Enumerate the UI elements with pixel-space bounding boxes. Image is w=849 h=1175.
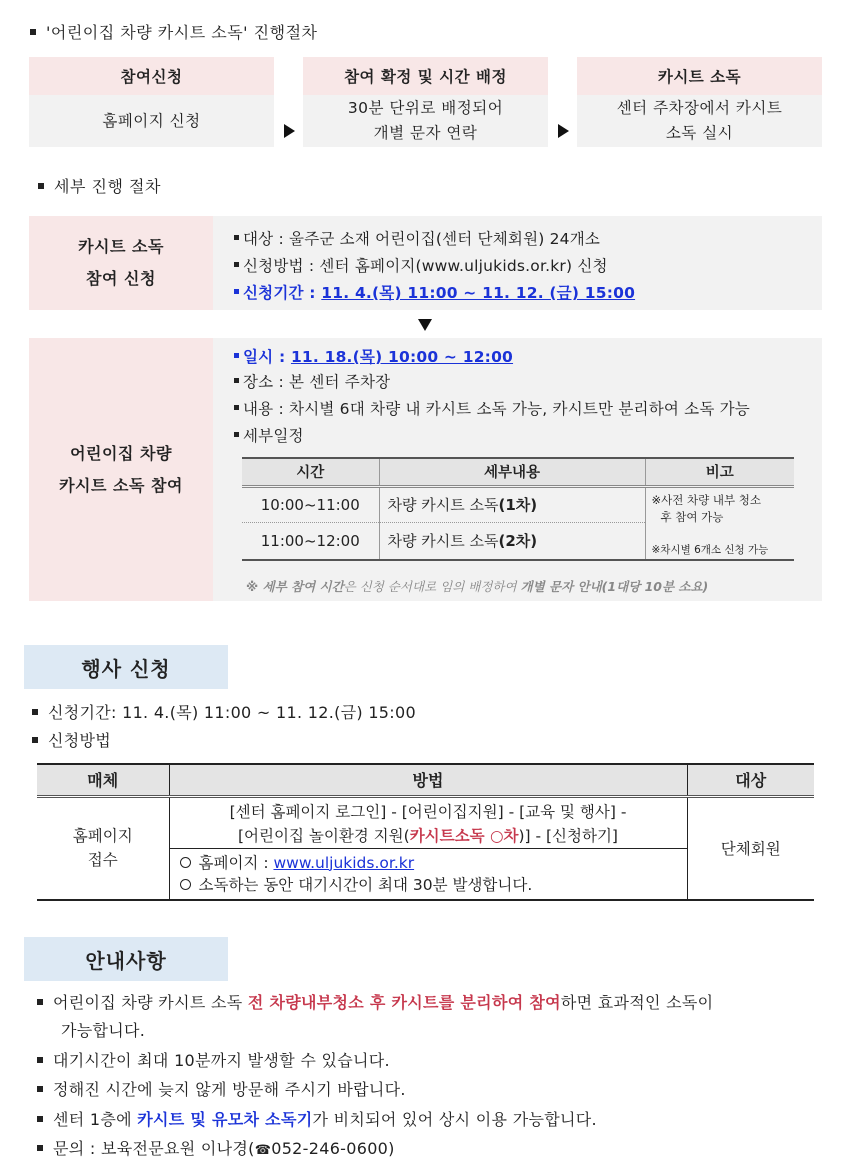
schedule-footnote: ※ 세부 참여 시간은 신청 순서대로 임의 배정하여 개별 문자 안내(1대당 10분 소요) [246,579,709,594]
step-confirm-body: 30분 단위로 배정되어 개별 문자 연락 [347,99,504,142]
schedule-header-content: 세부내용 [379,458,645,486]
notice-item-4: 센터 1층에 카시트 및 유모차 소독기가 비치되어 있어 상시 이용 가능합니다. [37,1107,597,1130]
schedule-header-row [242,458,794,486]
step-disinfect-body: 센터 주차장에서 카시트 소독 실시 [616,99,783,142]
table-row [37,796,814,900]
method-target: 단체회원 [687,796,814,900]
detail-title: 세부 진행 절차 [38,174,161,197]
phone-icon: ☎ [254,1143,272,1158]
schedule-header-time: 시간 [242,458,379,486]
method-medium: 홈페이지 접수 [37,796,169,900]
step-disinfect-head: 카시트 소독 [577,57,822,95]
event-panel-label: 어린이집 차량 카시트 소독 참여 [29,338,213,601]
step-confirm-head: 참여 확정 및 시간 배정 [303,57,548,95]
registration-period: 신청기간: 11. 4.(목) 11:00 ~ 11. 12.(금) 15:00 [32,700,416,723]
notice-item-3: 정해진 시간에 늦지 않게 방문해 주시기 바랍니다. [37,1077,406,1100]
notice-item-2: 대기시간이 최대 10분까지 발생할 수 있습니다. [37,1048,390,1071]
method-header-medium: 매체 [37,764,169,796]
circle-bullet-icon [180,879,191,890]
arrow-right-icon [558,124,569,138]
event-schedule-label: 세부일정 [234,424,304,446]
step-confirm [303,57,548,147]
schedule-time: 11:00~12:00 [242,523,379,560]
arrow-right-icon [284,124,295,138]
apply-target: 대상 : 울주군 소재 어린이집(센터 단체회원) 24개소 [234,227,600,249]
bullet-square-icon [38,183,44,189]
procedure-title: '어린이집 차량 카시트 소독' 진행절차 [30,20,317,43]
apply-period: 신청기간 : 11. 4.(목) 11:00 ~ 11. 12. (금) 15:00 [234,281,635,303]
bullet-square-icon [30,29,36,35]
notice-item-1: 어린이집 차량 카시트 소독 전 차량내부청소 후 카시트를 분리하여 참여하면 효과적인 소독이 [37,990,713,1013]
notice-header: 안내사항 [24,937,228,981]
table-row [242,486,794,523]
step-apply-body: 홈페이지 신청 [102,111,201,130]
step-apply [29,57,274,147]
event-place: 장소 : 본 센터 주차장 [234,370,390,392]
event-date: 일시 : 11. 18.(목) 10:00 ~ 12:00 [234,345,513,367]
circle-bullet-icon [180,857,191,868]
schedule-table [242,457,794,561]
method-header-method: 방법 [169,764,687,796]
event-content: 내용 : 차시별 6대 차량 내 카시트 소독 가능, 카시트만 분리하여 소독 가능 [234,397,750,419]
notice-item-1-cont: 가능합니다. [61,1021,146,1040]
notice-item-5: 문의 : 보육전문요원 이나경(☎052-246-0600) [37,1136,395,1159]
apply-method: 신청방법 : 센터 홈페이지(www.uljukids.or.kr) 신청 [234,254,608,276]
schedule-content: 차량 카시트 소독(2차) [379,523,645,560]
method-detail: [센터 홈페이지 로그인] - [어린이집지원] - [교육 및 행사] - [어린이집 놀이환경 지원(카시트소독 ○차)] - [신청하기] 홈페이지 : www.uljukids.or.kr 소독하는 동안 대기시간이 최대 30분 발생합니다. [169,796,687,900]
step-disinfect [577,57,822,147]
homepage-link[interactable]: www.uljukids.or.kr [273,853,415,872]
apply-panel-label: 카시트 소독 참여 신청 [29,216,213,310]
registration-header: 행사 신청 [24,645,228,689]
method-header-target: 대상 [687,764,814,796]
schedule-time: 10:00~11:00 [242,486,379,523]
step-apply-head: 참여신청 [29,57,274,95]
method-table [37,763,814,901]
schedule-header-note: 비고 [645,458,794,486]
arrow-down-icon [418,319,432,331]
registration-method-label: 신청방법 [32,728,111,751]
schedule-note: ※사전 차량 내부 청소 후 참여 가능 ※차시별 6개소 신청 가능 [645,486,794,560]
schedule-content: 차량 카시트 소독(1차) [379,486,645,523]
method-header-row [37,764,814,796]
